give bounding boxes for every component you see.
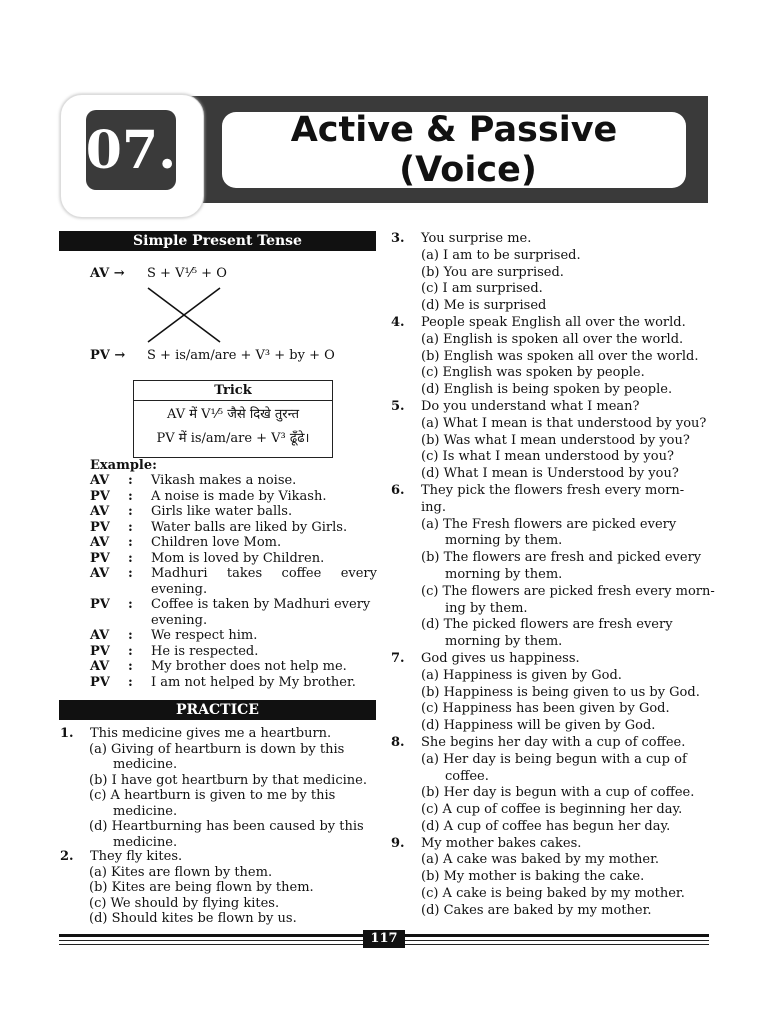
example-row [90, 566, 377, 582]
answer-option: (a) English is spoken all over the world. [421, 331, 684, 347]
trick-line-2: PV में is/am/are + V³ ढूँढे। [156, 430, 310, 446]
question-number: 5. [391, 398, 405, 414]
answer-option: (b) I have got heartburn by that medicine. [89, 772, 367, 788]
answer-option: (c) A cup of coffee is beginning her day. [421, 802, 683, 818]
question-text: My mother bakes cakes. [421, 835, 582, 851]
example-row [90, 659, 377, 675]
question-number: 9. [391, 835, 405, 851]
answer-option-cont: medicine. [113, 757, 178, 772]
example-separator: : [128, 550, 133, 566]
answer-option: (a) A cake was baked by my mother. [421, 852, 660, 868]
question-number: 1. [60, 726, 74, 741]
question-4 [391, 314, 709, 398]
question-text-cont: ing. [421, 499, 446, 515]
example-row [90, 644, 377, 660]
example-row [90, 597, 377, 613]
answer-option: (d) Should kites be flown by us. [89, 911, 297, 926]
av-label: AV → [90, 266, 125, 281]
answer-option: (b) Her day is begun with a cup of coffee. [421, 785, 695, 801]
answer-option: (d) What I mean is Understood by you? [421, 466, 679, 482]
answer-option: (c) The flowers are picked fresh every morn- [421, 583, 715, 599]
example-row [90, 489, 377, 505]
question-1 [60, 725, 377, 849]
answer-option: (b) Was what I mean understood by you? [421, 432, 690, 448]
chapter-number: 07. [86, 110, 176, 190]
example-text: Children love Mom. [151, 535, 282, 550]
examples-list [90, 473, 377, 690]
example-text: A noise is made by Vikash. [151, 488, 327, 504]
answer-option: (b) English was spoken all over the world. [421, 348, 699, 364]
example-separator: : [128, 473, 133, 488]
example-row [90, 675, 377, 691]
answer-option-cont: coffee. [445, 768, 489, 784]
example-label: PV [90, 519, 110, 535]
example-text: Coffee is taken by Madhuri every [151, 597, 371, 612]
example-separator: : [128, 659, 133, 674]
example-label: PV [90, 488, 110, 504]
av-formula: S + V¹⁄⁵ + O [147, 266, 227, 281]
cross-diagram [146, 286, 222, 344]
example-label: AV [90, 535, 110, 550]
example-separator: : [128, 535, 133, 550]
answer-option-cont: medicine. [113, 803, 178, 819]
practice-title: PRACTICE [59, 700, 376, 720]
pv-formula: S + is/am/are + V³ + by + O [147, 348, 335, 363]
answer-option: (c) A cake is being baked by my mother. [421, 886, 685, 902]
example-separator: : [128, 504, 133, 519]
question-text: This medicine gives me a heartburn. [90, 726, 332, 741]
answer-option: (c) English was spoken by people. [421, 365, 645, 381]
example-text: We respect him. [151, 628, 258, 643]
question-text: People speak English all over the world. [421, 314, 686, 330]
question-9 [391, 835, 709, 919]
example-separator: : [128, 566, 133, 581]
question-number: 6. [391, 482, 405, 498]
answer-option: (c) A heartburn is given to me by this [89, 788, 336, 803]
section-title: Simple Present Tense [59, 231, 376, 251]
question-2 [60, 848, 377, 926]
question-number: 4. [391, 314, 405, 330]
question-3 [391, 230, 709, 314]
question-7 [391, 650, 709, 734]
example-row [90, 582, 377, 598]
question-number: 2. [60, 849, 74, 864]
question-text: They pick the flowers fresh every morn- [421, 482, 685, 498]
example-label: AV [90, 628, 110, 643]
question-text: God gives us happiness. [421, 650, 580, 666]
example-row [90, 520, 377, 536]
answer-option: (b) Kites are being flown by them. [89, 880, 314, 895]
example-label: AV [90, 473, 110, 488]
example-label: PV [90, 597, 110, 612]
question-number: 8. [391, 734, 405, 750]
question-5 [391, 398, 709, 482]
answer-option: (d) Cakes are baked by my mother. [421, 902, 652, 918]
question-text: She begins her day with a cup of coffee. [421, 734, 686, 750]
example-label: AV [90, 504, 110, 519]
answer-option: (a) Happiness is given by God. [421, 667, 622, 683]
answer-option: (a) Kites are flown by them. [89, 864, 273, 880]
example-label: PV [90, 643, 110, 659]
example-text: Water balls are liked by Girls. [151, 519, 348, 535]
example-label: AV [90, 659, 110, 674]
trick-line-1: AV में V¹⁄⁵ जैसे दिखे तुरन्त [166, 407, 300, 422]
example-separator: : [128, 488, 133, 504]
answer-option: (d) Happiness will be given by God. [421, 718, 656, 734]
trick-box [133, 380, 333, 458]
example-separator: : [128, 643, 133, 659]
example-separator: : [128, 674, 133, 690]
answer-option: (b) The flowers are fresh and picked every [421, 550, 702, 566]
chapter-title-line2: (Voice) [399, 150, 537, 190]
example-text: I am not helped by My brother. [151, 674, 356, 690]
example-heading: Example: [90, 458, 157, 473]
example-row [90, 504, 377, 520]
answer-option: (c) I am surprised. [421, 281, 543, 297]
question-number: 3. [391, 231, 405, 246]
answer-option: (b) You are surprised. [421, 264, 564, 280]
answer-option: (d) Heartburning has been caused by this [89, 819, 364, 834]
example-text: Vikash makes a noise. [151, 473, 297, 488]
right-column [391, 230, 715, 919]
answer-option: (a) Giving of heartburn is down by this [89, 741, 345, 757]
example-label: PV [90, 674, 110, 690]
answer-option: (d) The picked flowers are fresh every [421, 617, 673, 633]
example-text: evening. [151, 581, 208, 597]
example-row [90, 473, 377, 489]
answer-option-cont: medicine. [113, 834, 178, 850]
answer-option: (a) What I mean is that understood by you? [421, 415, 707, 431]
answer-option: (b) Happiness is being given to us by God. [421, 684, 700, 700]
pv-label: PV → [90, 348, 126, 363]
answer-option: (c) Happiness has been given by God. [421, 701, 670, 717]
example-text: My brother does not help me. [151, 659, 347, 674]
question-text: They fly kites. [90, 849, 183, 864]
question-number: 7. [391, 650, 405, 666]
example-separator: : [128, 628, 133, 643]
answer-option-cont: morning by them. [445, 634, 563, 650]
answer-option-cont: morning by them. [445, 533, 563, 549]
trick-title: Trick [134, 381, 332, 401]
page-number: 117 [363, 930, 405, 948]
example-label: PV [90, 550, 110, 566]
answer-option-cont: morning by them. [445, 566, 563, 582]
example-row [90, 613, 377, 629]
example-separator: : [128, 519, 133, 535]
question-text: You surprise me. [421, 231, 532, 246]
answer-option: (d) Me is surprised [421, 298, 547, 314]
chapter-title-line1: Active & Passive [290, 110, 618, 150]
example-label: AV [90, 566, 110, 581]
answer-option: (b) My mother is baking the cake. [421, 869, 645, 885]
example-text: evening. [151, 612, 208, 628]
answer-option: (d) English is being spoken by people. [421, 382, 673, 398]
answer-option: (a) Her day is being begun with a cup of [421, 751, 687, 767]
answer-option: (a) The Fresh flowers are picked every [421, 516, 677, 532]
example-text: Madhuri takes coffee every [151, 566, 377, 581]
answer-option: (d) A cup of coffee has begun her day. [421, 818, 671, 834]
answer-option: (c) Is what I mean understood by you? [421, 449, 674, 465]
question-8 [391, 734, 709, 835]
question-6 [391, 482, 715, 650]
example-row [90, 535, 377, 551]
answer-option: (c) We should by flying kites. [89, 895, 280, 911]
example-separator: : [128, 597, 133, 612]
example-row [90, 628, 377, 644]
example-text: Mom is loved by Children. [151, 550, 325, 566]
example-text: He is respected. [151, 643, 259, 659]
example-row [90, 551, 377, 567]
answer-option-cont: ing by them. [445, 600, 528, 616]
example-text: Girls like water balls. [151, 504, 293, 519]
answer-option: (a) I am to be surprised. [421, 247, 581, 263]
question-text: Do you understand what I mean? [421, 398, 640, 414]
